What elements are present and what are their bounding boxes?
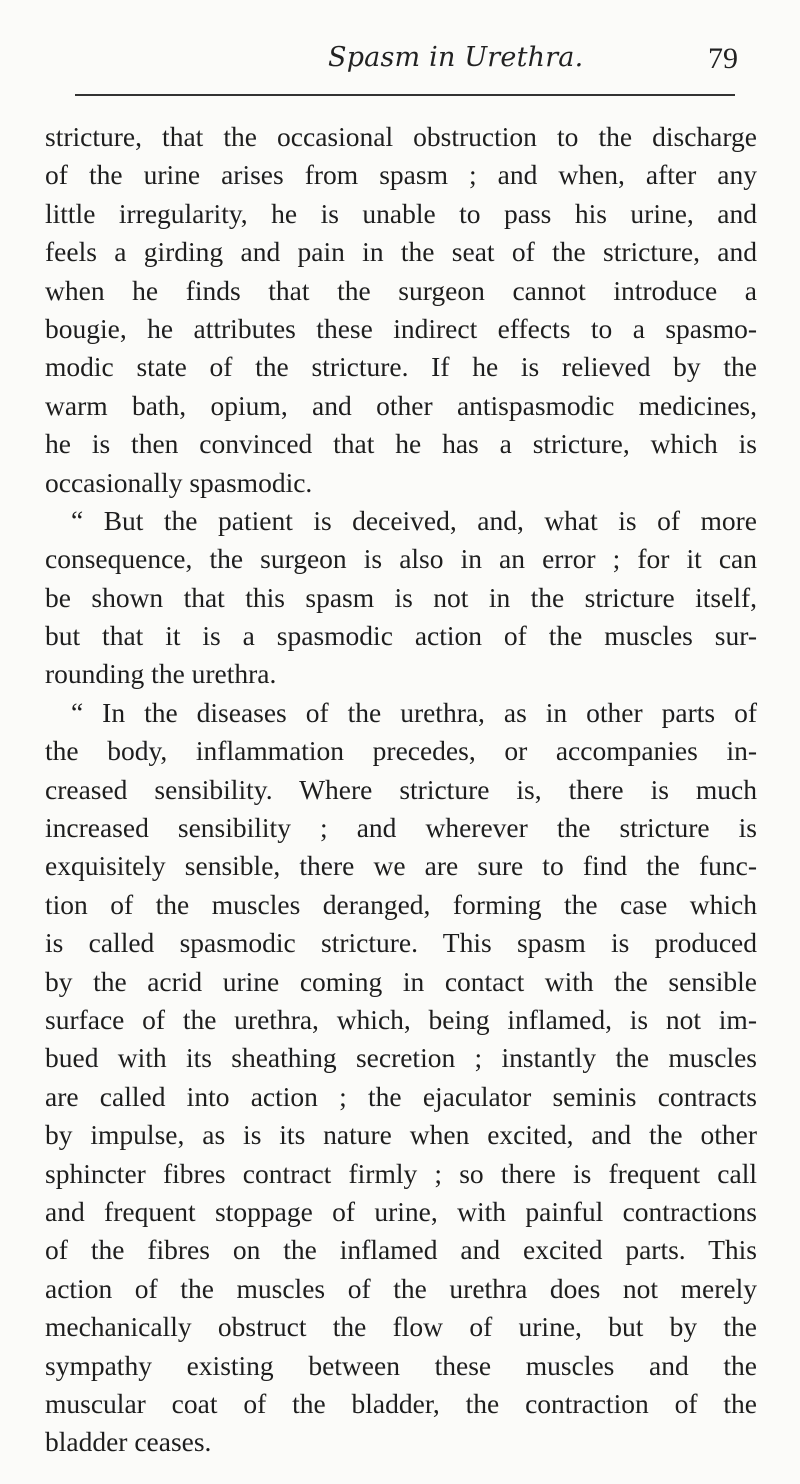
text-line: warm bath, opium, and other antispasmodic medicines, (45, 389, 757, 421)
text-line: sympathy existing between these muscles and the (45, 1349, 757, 1381)
page-header (45, 36, 760, 84)
text-line: by the acrid urine coming in contact with the sensible (45, 965, 757, 997)
text-line: by impulse, as is its nature when excited, and the other (45, 1119, 757, 1151)
text-line: occasionally spasmodic. (45, 466, 313, 498)
text-line: increased sensibility ; and wherever the stricture is (45, 812, 757, 844)
page-number: 79 (708, 42, 738, 75)
text-line: tion of the muscles deranged, forming the case which (45, 888, 757, 920)
text-line: consequence, the surgeon is also in an error ; for it can (45, 543, 757, 575)
body-text (45, 118, 757, 1462)
text-line: action of the muscles of the urethra does not merely (45, 1272, 757, 1304)
text-line: surface of the urethra, which, being inflamed, is not im- (45, 1003, 757, 1035)
text-line: modic state of the stricture. If he is relieved by the (45, 351, 757, 383)
text-line: when he finds that the surgeon cannot introduce a (45, 274, 757, 306)
text-line: be shown that this spasm is not in the stricture itself, (45, 581, 757, 613)
text-line: he is then convinced that he has a stricture, which is (45, 428, 757, 460)
text-line: exquisitely sensible, there we are sure to find the func- (45, 850, 757, 882)
text-line: and frequent stoppage of urine, with painful contractions (45, 1195, 757, 1227)
text-line: “ But the patient is deceived, and, what is of more (71, 504, 757, 536)
text-line: of the fibres on the inflamed and excited parts. This (45, 1234, 757, 1266)
text-line: but that it is a spasmodic action of the muscles sur- (45, 620, 757, 652)
text-line: bued with its sheathing secretion ; instantly the muscles (45, 1042, 757, 1074)
text-line: stricture, that the occasional obstruction to the discharge (45, 121, 757, 152)
header-rule (75, 94, 735, 96)
text-line: “ In the diseases of the urethra, as in other parts of (71, 696, 757, 728)
text-line: rounding the urethra. (45, 658, 277, 690)
text-line: is called spasmodic stricture. This spasm is produced (45, 927, 757, 959)
text-line: bladder ceases. (45, 1426, 212, 1458)
text-line: of the urine arises from spasm ; and when, after any (45, 159, 757, 191)
text-line: creased sensibility. Where stricture is, there is much (45, 773, 757, 805)
text-line: mechanically obstruct the flow of urine, but by the (45, 1311, 757, 1343)
text-line: bougie, he attributes these indirect effects to a spasmo- (45, 312, 757, 344)
text-line: sphincter fibres contract firmly ; so there is frequent call (45, 1157, 757, 1189)
text-line: feels a girding and pain in the seat of the stricture, and (45, 236, 757, 268)
running-title: Spasm in Urethra. (328, 42, 584, 73)
text-line: the body, inflammation precedes, or accompanies in- (45, 735, 757, 767)
text-line: are called into action ; the ejaculator seminis contracts (45, 1080, 757, 1112)
text-line: muscular coat of the bladder, the contraction of the (45, 1387, 757, 1419)
text-line: little irregularity, he is unable to pass his urine, and (45, 197, 757, 229)
